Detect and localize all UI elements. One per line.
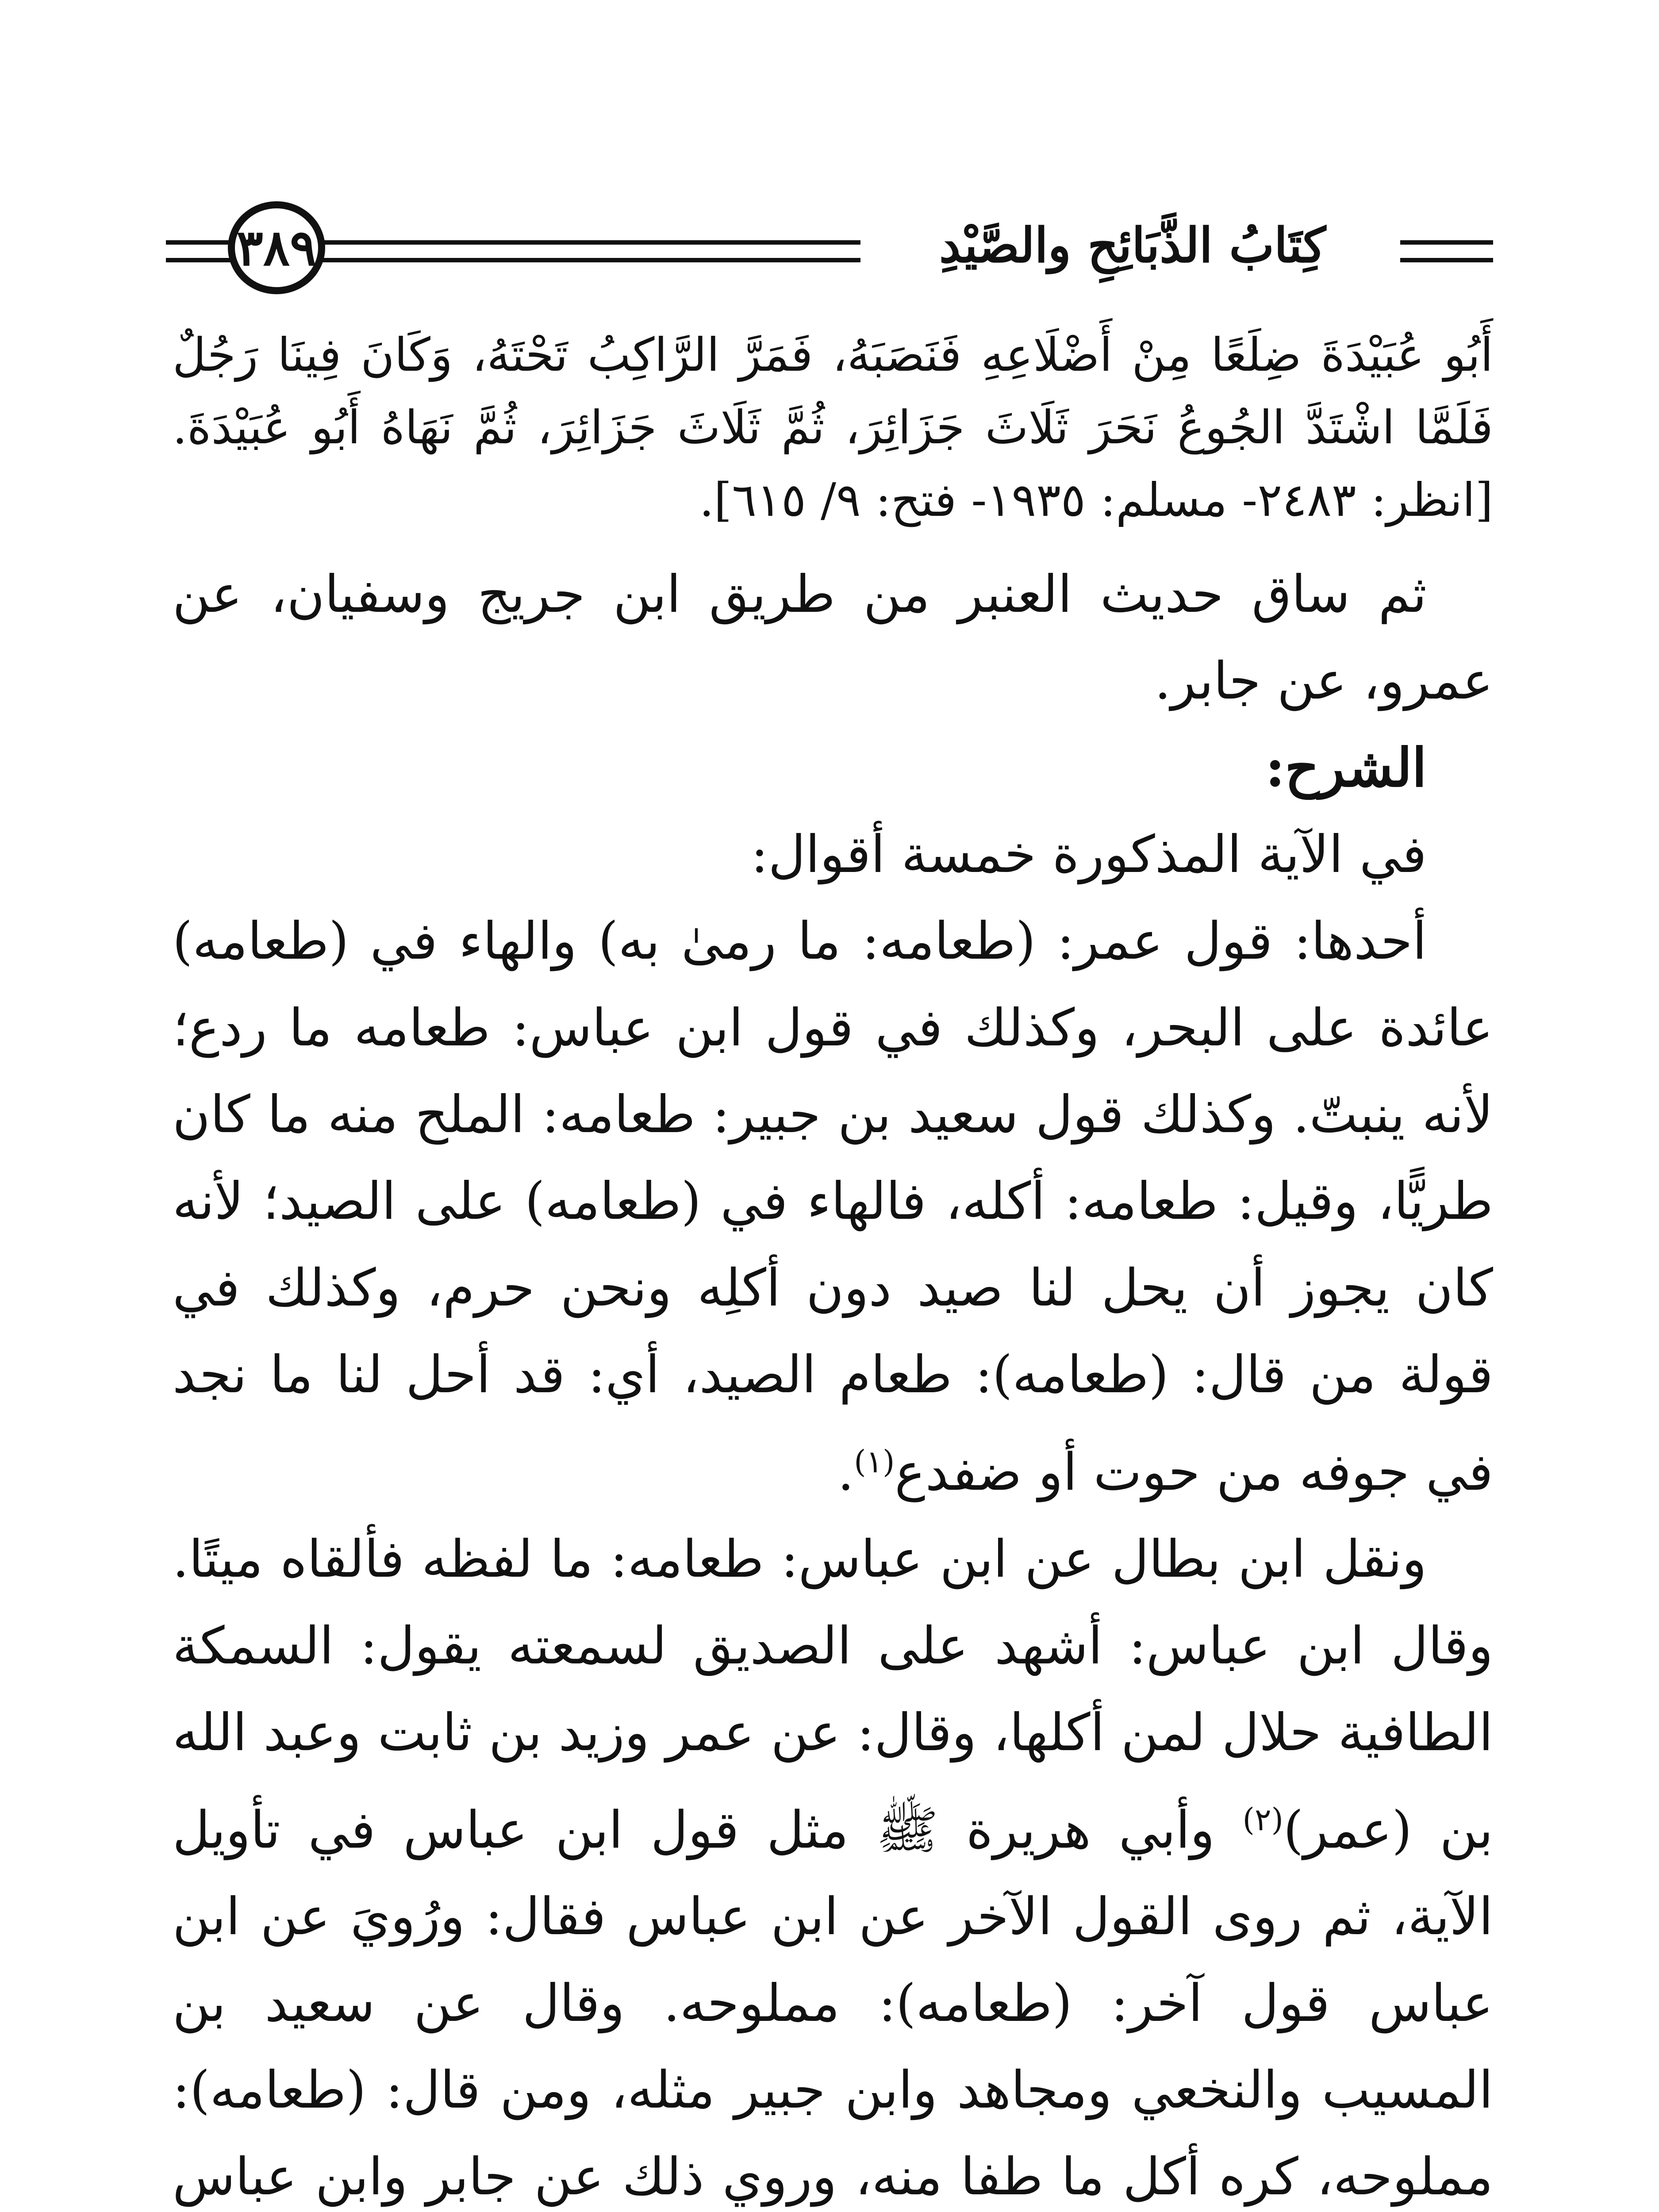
paragraph-text: . [837,1442,854,1502]
header-rule [166,258,232,262]
header-rule [166,240,232,245]
footnote-reference[interactable]: (٢) [1242,1801,1283,1838]
paragraph-text: ونقل ابن بطال عن ابن عباس: طعامه: ما لفظه فألقاه ميتًا. وقال ابن عباس: أشهد على الصديق لسمعته يقول: السمكة الطافية حلال لمن أكلها، وقال: عن عمر وزيد بن ثابت وعبد الله بن (عمر) [173,1529,1493,1860]
paragraph-text: وأبي هريرة ﷺ مثل قول ابن عباس في تأويل الآية، ثم روى القول الآخر عن ابن عباس فقال: ورُويَ عن ابن عباس قول آخر: (طعامه): مملوحه. وقال عن سعيد بن المسيب والنخعي ومجاهد وابن جبير مثله، ومن قال: (طعامه): مملوحه، كره أكل ما طفا منه، وروي ذلك عن جابر وابن عباس [173,1800,1493,2207]
header-rule [268,240,860,245]
running-title: كِتَابُ الذَّبَائِحِ والصَّيْدِ [939,218,1326,273]
section-heading: الشرح: [1265,737,1427,799]
header-rule [1400,258,1493,262]
paragraph: في الآية المذكورة خمسة أقوال: [751,825,1427,884]
paragraph: ثم ساق حديث العنبر من طريق ابن جريج وسفيان، عن عمرو، عن جابر. [173,565,1493,711]
paragraph-text: أحدها: قول عمر: (طعامه: ما رمىٰ به) والهاء في (طعامه) عائدة على البحر، وكذلك في قول ابن عباس: طعامه ما ردع؛ لأنه ينبتّ. وكذلك قول سعيد بن جبير: طعامه: الملح منه ما كان طريًّا، وقيل: طعامه: أكله، فالهاء في (طعامه) على الصيد؛ لأنه كان يجوز أن يحل لنا صيد دون أكلِه ونحن حرم، وكذلك في قولة من قال: (طعامه): طعام الصيد، أي: قد أحل لنا ما نجد في جوفه من حوت أو ضفدع [173,911,1493,1502]
hadith-text: أَبُو عُبَيْدَةَ ضِلَعًا مِنْ أَضْلَاعِهِ فَنَصَبَهُ، فَمَرَّ الرَّاكِبُ تَحْتَهُ، وَكَانَ فِينَا رَجُلٌ فَلَمَّا اشْتَدَّ الجُوعُ نَحَرَ ثَلَاثَ جَزَائِرَ، ثُمَّ ثَلَاثَ جَزَائِرَ، ثُمَّ نَهَاهُ أَبُو عُبَيْدَةَ. [انظر: ٢٤٨٣- مسلم: ١٩٣٥- فتح: ٩/ ٦١٥]. [173,328,1493,527]
header-rule [268,258,860,262]
page-number: ٣٨٩ [228,201,325,294]
paragraph [173,898,1493,1516]
main-text [173,319,1493,2212]
header-rule [1400,240,1493,245]
running-header [166,201,1493,307]
paragraph [173,1516,1493,2212]
footnote-reference[interactable]: (١) [854,1444,895,1480]
